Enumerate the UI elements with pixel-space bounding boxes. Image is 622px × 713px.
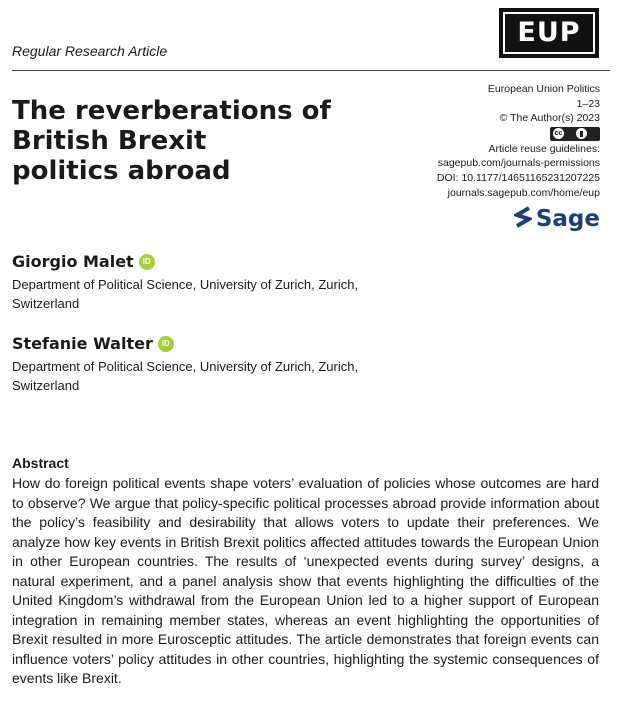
doi[interactable]: DOI: 10.1177/14651165231207225: [436, 171, 600, 184]
orcid-icon[interactable]: iD: [139, 254, 155, 270]
article-title: [12, 96, 352, 186]
reuse-label: Article reuse guidelines:: [488, 142, 600, 155]
abstract-text: How do foreign political events shape voters’ evaluation of policies whose outcomes are hard to observe? We argue that policy-specific political processes abroad provide information about the policy’s feasibility and desirability that allows voters to update their preferences. We analyze how key events in British Brexit politics affected attitudes towards the European Union in other European countries. The results of ‘unexpected events during survey’ designs, a natural experiment, and a panel analysis show that events highlighting the difficulties of the United Kingdom’s withdrawal from the European Union led to a higher support of European integration in remaining member states, whereas an event highlighting the opportunities of Brexit resulted in more Eurosceptic attitudes. The article demonstrates that foreign events can influence voters’ policy attitudes in other countries, highlighting the systemic consequences of events like Brexit.: [12, 475, 599, 686]
publisher-name: Sage: [535, 206, 600, 232]
publisher-logo: [514, 206, 600, 232]
article-type: Regular Research Article: [12, 43, 168, 59]
header-rule: [12, 70, 610, 71]
author-name-text: Giorgio Malet: [12, 252, 134, 271]
journal-link[interactable]: journals.sagepub.com/home/eup: [447, 186, 600, 199]
title-line: The reverberations of: [12, 96, 331, 126]
journal-logo-text: EUP: [517, 17, 581, 48]
journal-logo: [499, 8, 599, 58]
attribution-icon: [576, 128, 587, 139]
orcid-icon[interactable]: iD: [158, 336, 174, 352]
affiliation-line: Switzerland: [12, 296, 80, 311]
journal-name: European Union Politics: [487, 83, 600, 95]
cc-icon: cc: [554, 129, 563, 137]
affiliation-line: Department of Political Science, University of Zurich, Zurich,: [12, 277, 359, 292]
copyright: © The Author(s) 2023: [499, 112, 600, 125]
cc-by-license-icon[interactable]: [550, 127, 600, 141]
author-name: [12, 252, 155, 272]
author-name-text: Stefanie Walter: [12, 334, 153, 353]
reuse-link[interactable]: sagepub.com/journals-permissions: [437, 157, 600, 170]
affiliation-line: Switzerland: [12, 378, 80, 393]
abstract-heading: Abstract: [12, 455, 69, 471]
sage-s-icon: [514, 206, 532, 232]
author-affiliation: [12, 275, 412, 313]
page-range: 1–23: [576, 97, 600, 110]
journal-meta: [437, 82, 600, 200]
title-line: British Brexit: [12, 126, 207, 156]
affiliation-line: Department of Political Science, University of Zurich, Zurich,: [12, 359, 359, 374]
title-line: politics abroad: [12, 156, 231, 186]
author-affiliation: [12, 357, 412, 395]
author-name: [12, 334, 174, 354]
